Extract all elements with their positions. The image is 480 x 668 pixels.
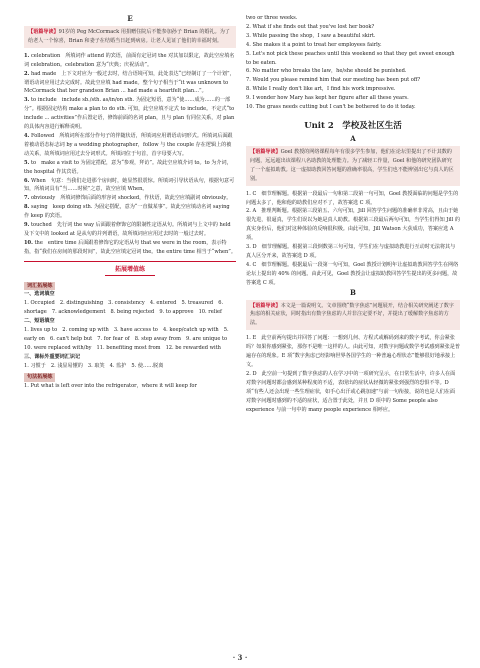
answer-paragraph: 7. obviously 所填词修饰后面的形容词 shocked，作状语，故此空应填副词 obviously。	[24, 195, 232, 202]
answer-paragraph: 5. to make a visit to 为固定搭配，意为“参观，拜访”。故此空应填介词 to。to 为介词，the hospital 作其宾语。	[24, 159, 232, 175]
left-column	[24, 14, 236, 390]
part1-label: 一、选词填空	[24, 291, 55, 298]
right-column	[246, 14, 460, 414]
numbered-line: 2. What if she finds out that you've lost her book?	[246, 23, 375, 30]
answer-paragraph: 2. D 此空前一句提到了数字焦虑的人在学习中的一项研究呈示，在日常生活中，许多人在面对数字问题时都会感到某种程度的不适，表现出的症状从轻微的紧张到强烈的恐惧不等。D 项“有些人还会出现一些生理症状，如手心出汗或心跳加速”与前一句衔接，说的也是人们在面对数字问题时感到的不适的症状，适合置于此处，并且 D 项中的 Some people also experience 与前一句中的 many people experience 相呼应。	[246, 370, 456, 413]
answer-paragraph: 4. Followed 所填词所在部分作句子的伴随状语，所填词应用谓语动词形式。所填词后面跟着被动语态标志词 by a wedding photographer，follow 与 the couple 存在逻辑上的被动关系，故所填词应用过去分词形式。所填词位于句首，首字母要大写。	[24, 132, 233, 157]
answer-paragraphs	[24, 52, 236, 257]
numbered-line: 5. Let's not pick these peaches until this weekend so that they get sweet enough to be eaten.	[246, 50, 455, 66]
answer-paragraph: 6. When 句意：当我们走进那个房间时，她显然很震惊。所填词引导状语从句，根据句意可知，所填词具有“当……时候”之意，故空应填 When。	[24, 177, 235, 193]
part3-answers: 1. 习惯于 2. 浅显易懂的 3. 取笑 4. 监护 5. 使……脱离	[24, 362, 164, 369]
sentence-answer: 1. Put what is left over into the refrigerator，where it will keep for	[24, 382, 197, 389]
answer-paragraph: 8. saying keep doing sth. 为固定搭配，意为“一直做某事”。故此空应填动名词 saying 作 keep 的宾语。	[24, 204, 230, 220]
reading-guide-tag: 【语篇导读】	[250, 148, 281, 155]
answer-paragraph: 2. had made 上下文对应为一般过去时，结合语境可知，此处表达“已经制订了一个计划”，谓语动词应用过去完成时。故此空应填 had made。整个句子相当于“it was unknown to McCormack that her grandson Brian ... had made a heartfelt plan...”。	[24, 70, 235, 95]
numbered-line: 8. While I really don't like art，I find his work impressive.	[246, 86, 396, 93]
reading-guide-text: 本文是一篇说明文。文章围绕“数字焦虑”问题展开，结合相关研究阐述了数字焦虑的相关症状，同时指出有数字焦虑的人并非注定要不好，并提出了缓解数字焦虑的方法。	[250, 302, 454, 327]
continuation-line: two or three weeks.	[246, 15, 298, 21]
section-letter-b: B	[350, 287, 356, 297]
answer-paragraph: 3. to include include sb./sth. as/in/on sth. 为固定短语，意为“使……成为……的一部分”。根据固定结构 make a plan to do sth. 可知，此空应填不定式 to include。不定式“to include ... activities”作后置定语，修饰前面的名词 plan，且与 plan 有同位关系，对 plan 的具体内容进行解释说明。	[24, 97, 235, 131]
answer-paragraph: 3. D 细节理解题。根据第三段倒数第三句可知，学生们在与虚拟助教进行互动时无法将其与真人区分开来，故答案选 D 项。	[246, 244, 456, 259]
reading-guide-box-a	[246, 146, 460, 186]
section-letter-a: A	[350, 133, 356, 143]
reading-guide-box	[24, 26, 236, 48]
unit-title: Unit 2 学校及社区生活	[304, 120, 402, 131]
extension-title: 拓展增值练	[105, 266, 155, 276]
sentence-label: 句法拓展练	[24, 373, 55, 382]
numbered-line: 7. Would you please remind him that our meeting has been put off?	[246, 77, 421, 84]
vocab-label: 词汇拓展练	[24, 282, 55, 291]
numbered-line: 10. The grass needs cutting but I can't be bothered to do it today.	[246, 104, 416, 111]
answer-paragraph: 9. touched 先行词 the way 后面跟着修饰它的限制性定语从句。所填词与上文中的 held 及下文中的 looked at 是从句的并列谓语，故所填词应应用过去时的一般过去时。	[24, 222, 231, 237]
answer-paragraph: 10. the entire time 后面跟着修饰它的定语从句 that we were in the room，表示特指，指“我们在房间的那段时间”，故此空应填定冠词 the。the entire time 相当于“when”。	[24, 239, 236, 255]
answer-paragraph: 1. celebration 所填词作 attend 的宾语，前面有定冠词 the 对其加以限定，故此空应填名词 celebration。celebration 意为“庆典；庆祝活动”。	[24, 52, 235, 68]
extension-header	[24, 266, 236, 276]
numbered-line: 3. While passing the shop，I saw a beautiful skirt.	[246, 32, 376, 39]
reading-guide-text: Goel 教授的网络课程每年有很多学生参加，他们在论坛里提出了不计其数的问题，远远超出该课程八名助教的处理能力。为了减轻工作量，Goel 和他的研究团队研究了一个虚拟助教。这一虚拟助教回答问题的准确率很高，学生们也不能辨别出它与真人的区别。	[250, 148, 454, 182]
part2-label: 二、短语填空	[24, 318, 55, 325]
page-number: · 3 ·	[232, 653, 248, 662]
sentence-answers	[246, 23, 460, 112]
part2-answers: 1. lives up to 2. coming up with 3. have access to 4. keep/catch up with 5. early on 6. can't help but 7. for fear of 8. step away from 9. are unique to 10. were replaced with/by 11. benefiting most from 12. be rewarded with	[24, 327, 233, 351]
part1-answers: 1. Occupied 2. distinguishing 3. consistency 4. entered 5. treasured 6. shortage 7. acknowledgement 8. being rejected 9. to approve 10. relief	[24, 300, 224, 316]
reading-guide-text: 91岁的 Peg McCormack 用捐赠住院后不能参加孙子 Brian 的婚礼。为了给老人一个惊喜，Brian 和妻子在结婚当日赶到病房。让老人见证了他们的幸福时刻。	[28, 29, 230, 44]
answer-paragraph: 1. E 此空前两句提出并回答了问题：一想到几何、方程式或解码到来的数字考试，你会紧张吗？如果你感到紧张，那你不是唯一这样的人。由此可知，对数字问题或数学考试感到紧张是普遍存在的现象。E 项“数字焦虑已经影响世界各国学生的一种普遍心理状态”能够很好地承接上文。	[246, 335, 460, 368]
part3-label: 三、课标外重要词汇识记	[24, 353, 81, 360]
reading-guide-tag: 【语篇导读】	[28, 29, 59, 35]
reading-guide-box-b	[246, 300, 460, 331]
numbered-line: 4. She makes it a point to treat her employees fairly.	[246, 41, 382, 48]
section-letter-e: E	[127, 14, 133, 23]
answer-paragraph: 4. C 细节理解题。根据最后一段第一句可知，Goel 教授计划明年让虚拟助教回答学生在网络论坛上提出的 40% 的问题。由此可见，Goel 教授会让虚拟助教回答学生提出的更多问题，故答案选 C 项。	[246, 261, 459, 286]
reading-guide-tag: 【语篇导读】	[250, 302, 281, 309]
answer-paragraph: 2. A 推理判断题。根据第三段第五、六句可知，Jill 回答学生问题的准确率非常高，且由于她很先进，很逼真，学生们误以为她是真人助教。根据第三段最后两句可知，当学生们得知 Jill 的真实身份后，他们对这种体验的反响很积极。由此可知，Jill Watson 大获成功，答案应选 A 项。	[246, 208, 460, 242]
answer-paragraph: 1. C 细节理解题。根据第一段最后一句和第二段第一句可知，Goel 教授面临的问题是学生的问题太多了，他和他的助教们应对不了，故答案选 C 项。	[246, 190, 459, 206]
numbered-line: 9. I wonder how Mary has kept her figure after all these years.	[246, 95, 409, 102]
section-divider	[24, 261, 236, 262]
numbered-line: 6. No matter who breaks the law，he/she should be punished.	[246, 68, 407, 75]
